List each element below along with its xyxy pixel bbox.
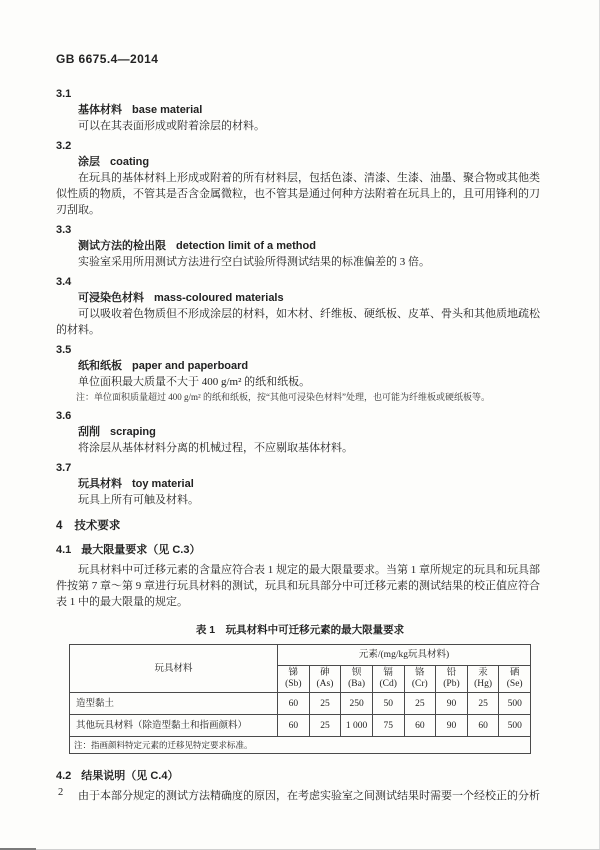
term-zh: 可浸染色材料 <box>78 292 144 304</box>
element-symbol: (Hg) <box>474 679 493 689</box>
limit-cell: 60 <box>404 715 436 737</box>
term-en: mass-coloured materials <box>154 292 284 304</box>
element-header-se <box>499 666 531 693</box>
element-name: 汞 <box>478 668 488 678</box>
term-en: scraping <box>110 426 156 438</box>
table-caption: 表 1 玩具材料中可迁移元素的最大限量要求 <box>195 624 405 636</box>
term-heading <box>78 358 544 374</box>
table-row-modelling-clay <box>70 693 531 715</box>
clause-number: 4 <box>56 520 63 532</box>
term-zh: 测试方法的检出限 <box>78 240 166 252</box>
term-heading <box>78 290 544 306</box>
element-name: 锑 <box>288 668 299 678</box>
limit-cell: 60 <box>278 693 310 715</box>
clause-title: 结果说明（见 C.4） <box>81 770 179 782</box>
clause-3-4 <box>56 274 544 338</box>
term-en: detection limit of a method <box>176 240 316 252</box>
table-header-row-1 <box>70 645 531 666</box>
element-header-cr <box>404 666 436 693</box>
limit-cell: 25 <box>309 715 341 737</box>
table-note-row <box>70 737 531 754</box>
doc-number: GB 6675.4—2014 <box>56 52 159 66</box>
element-header-sb <box>278 666 310 693</box>
clause-title: 最大限量要求（见 C.3） <box>81 544 201 556</box>
element-name: 钡 <box>351 668 362 678</box>
clause-number: 3.6 <box>56 410 72 422</box>
term-zh: 刮削 <box>78 426 100 438</box>
clause-4-1-text: 玩具材料中可迁移元素的含量应符合表 1 规定的最大限量要求。当第 1 章所规定的玩具和玩具部件按第 7 章～第 9 章进行玩具材料的测试，玩具和玩具部分中可迁移元素的测试结果的校正值应符合表 1 中的最大限量的规定。 <box>56 564 540 608</box>
element-symbol: (Ba) <box>348 679 365 689</box>
definition-text: 将涂层从基体材料分离的机械过程，不应剔取基体材料。 <box>78 442 353 454</box>
clause-4-heading <box>56 518 544 534</box>
clause-note: 注：单位面积质量超过 400 g/m² 的纸和纸板，按“其他可浸染色材料”处理，也可能为纤维板或硬纸板等。 <box>76 392 490 402</box>
clause-3-2 <box>56 138 544 218</box>
definition-text: 玩具上所有可触及材料。 <box>78 494 199 506</box>
term-zh: 玩具材料 <box>78 478 122 490</box>
limit-cell: 60 <box>278 715 310 737</box>
limit-cell: 90 <box>436 693 468 715</box>
term-zh: 纸和纸板 <box>78 360 122 372</box>
clause-number: 4.2 <box>56 770 72 782</box>
definition-text: 可以在其表面形成或附着涂层的材料。 <box>78 120 265 132</box>
clause-number: 3.4 <box>56 276 72 288</box>
elements-group-header: 元素/(mg/kg玩具材料) <box>278 645 531 666</box>
clause-3-5 <box>56 342 544 404</box>
limit-cell: 75 <box>372 715 404 737</box>
term-heading <box>78 102 544 118</box>
clause-number: 4.1 <box>56 544 72 556</box>
element-name: 镉 <box>383 668 393 678</box>
element-name: 铬 <box>415 668 425 678</box>
element-name: 铅 <box>446 668 457 678</box>
limits-table <box>69 644 531 754</box>
page-number: 2 <box>58 787 64 798</box>
term-en: toy material <box>132 478 194 490</box>
table-row-other-materials <box>70 715 531 737</box>
clause-number: 3.2 <box>56 140 72 152</box>
limit-cell: 60 <box>467 715 499 737</box>
term-heading <box>78 476 544 492</box>
clause-number: 3.7 <box>56 462 72 474</box>
material-column-header: 玩具材料 <box>70 645 278 693</box>
limit-cell: 25 <box>404 693 436 715</box>
definition-text: 实验室采用所用测试方法进行空白试验所得测试结果的标准偏差的 3 倍。 <box>78 256 430 268</box>
element-header-hg <box>467 666 499 693</box>
definition-text: 可以吸收着色物质但不形成涂层的材料，如木材、纤维板、硬纸板、皮革、骨头和其他质地疏松的材料。 <box>56 308 540 336</box>
clause-4-2-text: 由于本部分规定的测试方法精确度的原因，在考虑实验室之间测试结果时需要一个经校正的分析 <box>78 790 540 802</box>
element-symbol: (Se) <box>506 679 523 689</box>
element-symbol: (Sb) <box>285 679 302 689</box>
term-heading <box>78 424 544 440</box>
element-header-cd <box>372 666 404 693</box>
term-zh: 涂层 <box>78 156 100 168</box>
clause-number: 3.3 <box>56 224 72 236</box>
limit-cell: 50 <box>372 693 404 715</box>
element-symbol: (Cd) <box>379 679 397 689</box>
term-heading <box>78 238 544 254</box>
term-en: paper and paperboard <box>132 360 249 372</box>
term-en: base material <box>132 104 203 116</box>
clause-number: 3.1 <box>56 88 72 100</box>
material-cell: 造型黏土 <box>70 693 278 715</box>
clause-4-1-heading <box>56 542 544 558</box>
element-header-ba <box>341 666 373 693</box>
clause-title: 技术要求 <box>74 520 121 532</box>
clause-3-6 <box>56 408 544 456</box>
element-name: 硒 <box>509 668 520 678</box>
material-cell: 其他玩具材料（除造型黏土和指画颜料） <box>70 715 278 737</box>
definition-text: 在玩具的基体材料上形成或附着的所有材料层，包括色漆、清漆、生漆、油墨、聚合物或其他类似性质的物质，不管其是否含金属微粒，也不管其是通过何种方法附着在玩具上的，且可用锋利的刀刃刮取。 <box>56 172 540 216</box>
limit-cell: 500 <box>499 693 531 715</box>
element-symbol: (Cr) <box>411 679 428 689</box>
clause-3-7 <box>56 460 544 508</box>
element-header-pb <box>436 666 468 693</box>
limit-cell: 25 <box>467 693 499 715</box>
term-heading <box>78 154 544 170</box>
limit-cell: 25 <box>309 693 341 715</box>
table-note: 注：指画颜料特定元素的迁移见特定要求标准。 <box>70 737 531 754</box>
element-symbol: (As) <box>316 679 334 689</box>
limit-cell: 1 000 <box>341 715 373 737</box>
element-header-as <box>309 666 341 693</box>
clause-3-3 <box>56 222 544 270</box>
clause-3-1 <box>56 86 544 134</box>
term-en: coating <box>110 156 150 168</box>
limit-cell: 90 <box>436 715 468 737</box>
clause-4-2-heading <box>56 768 544 784</box>
definition-text: 单位面积最大质量不大于 400 g/m² 的纸和纸板。 <box>78 376 311 388</box>
term-zh: 基体材料 <box>78 104 122 116</box>
clause-number: 3.5 <box>56 344 72 356</box>
limit-cell: 500 <box>499 715 531 737</box>
limit-cell: 250 <box>341 693 373 715</box>
element-name: 砷 <box>320 668 330 678</box>
element-symbol: (Pb) <box>443 679 460 689</box>
